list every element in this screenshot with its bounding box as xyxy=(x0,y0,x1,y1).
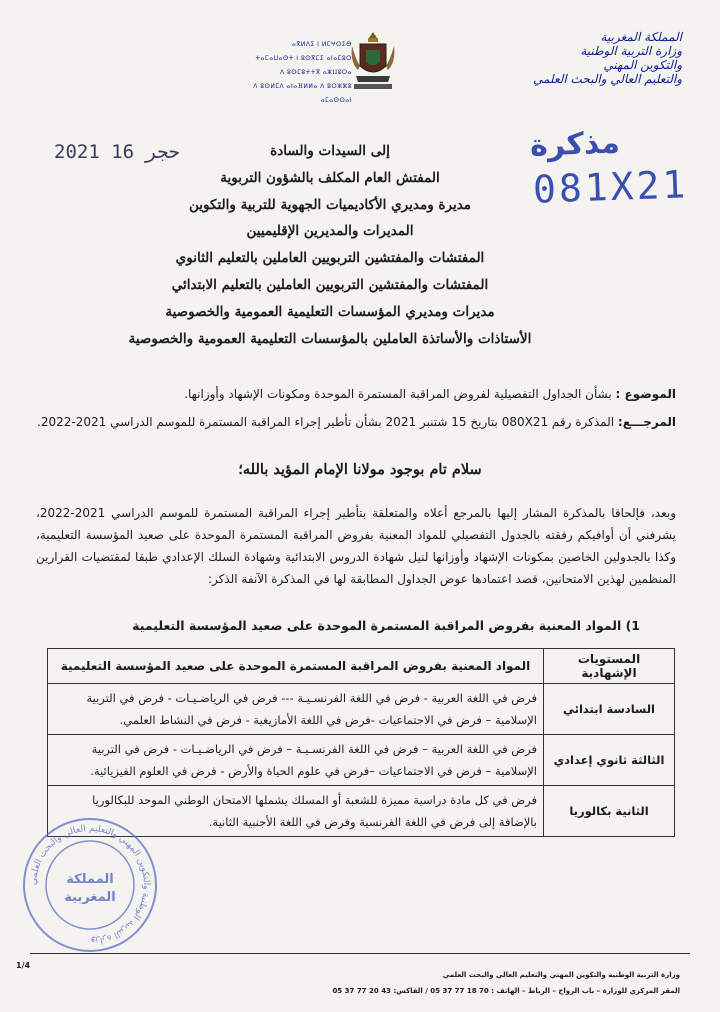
ministry-line: والتعليم العالي والبحث العلمي xyxy=(533,72,682,86)
addressee-line: المديرات والمديرين الإقليميين xyxy=(246,223,414,240)
table-row xyxy=(48,735,675,786)
tifinagh-line: ⴷ ⵓⵙⵎⵓⵜⵜⴳ ⴰⵣⵡⵓⵔⴰ xyxy=(280,69,352,76)
table-header-subjects: المواد المعنية بفروض المراقبة المستمرة الموحدة على صعيد المؤسسة التعليمية xyxy=(48,649,544,684)
addressee-line: الأستاذات والأساتذة العاملين بالمؤسسات التعليمية العمومية والخصوصية xyxy=(128,330,532,347)
greeting: سلام تام بوجود مولانا الإمام المؤيد بالله؛ xyxy=(238,461,482,478)
footer-line: وزارة التربية الوطنية والتكوين المهني والتعليم العالي والبحث العلمي xyxy=(442,971,680,979)
subject-line xyxy=(36,385,676,403)
footer-address xyxy=(160,967,680,999)
page-number: 1/4 xyxy=(16,961,31,970)
reference-text: المذكرة رقم 080X21 بتاريخ 15 شتنبر 2021 بشأن تأطير إجراء المراقبة المستمرة للموسم الدراسي 2021-2022. xyxy=(37,415,615,429)
footer-line: المقر المركزي للوزارة – باب الرواح – الرباط – الهاتف : 70 18 77 37 05 / الفاكس: 43 20 77 37 05 xyxy=(332,987,680,995)
addressee-line: المفتشات والمفتشين التربويين العاملين بالتعليم الثانوي xyxy=(175,250,485,267)
tifinagh-line: ⴰⴳⵍⴷⵉ ⵏ ⵍⵎⵖⵔⵉⴱ xyxy=(291,41,352,48)
ministry-line: المملكة المغربية xyxy=(600,30,682,44)
ministry-header-tifinagh xyxy=(232,38,352,108)
reference-line xyxy=(36,413,676,431)
memo-number: 081X21 xyxy=(532,162,690,212)
subject-label: الموضوع : xyxy=(615,387,676,401)
section-title: 1) المواد المعنية بفروض المراقبة المستمرة الموحدة على صعيد المؤسسة التعليمية xyxy=(132,618,640,633)
ministry-stamp xyxy=(20,815,160,955)
addressee-line: مديرات ومديري المؤسسات التعليمية العمومية والخصوصية xyxy=(165,303,495,320)
stamp-ring-text: وزارة التربية الوطنية والتكوين المهني والتعليم العالي والبحث العلمي xyxy=(28,823,152,947)
addressee-line: إلى السيدات والسادة xyxy=(270,143,390,159)
exams-cell: فرض في كل مادة دراسية مميزة للشعبة أو المسلك يشملها الامتحان الوطني الموحد للبكالوريا بالإضافة إلى فرض في اللغة الفرنسية وفرض في اللغة الأجنبية الثانية. xyxy=(48,786,544,837)
ministry-line: والتكوين المهني xyxy=(603,58,682,72)
level-cell: السادسة ابتدائي xyxy=(544,684,675,735)
exams-cell: فرض في اللغة العربية – فرض في اللغة الفرنسـيـة – فرض في الرياضـيـات - فرض في التربية الإسلامية – فرض في الاجتماعيات –فرض في علوم الحياة والأرض - فرض في العلوم الفيزيائية. xyxy=(48,735,544,786)
addressees-block xyxy=(90,138,570,352)
tifinagh-line: ⵜⴰⵎⴰⵡⴰⵙⵜ ⵏ ⵓⵙⴳⵎⵉ ⴰⵏⴰⵎⵓⵔ xyxy=(255,55,352,62)
level-cell: الثانية بكالوريا xyxy=(544,786,675,837)
stamp-center-line: المغربية xyxy=(64,890,116,905)
reference-label: المرجـــع: xyxy=(617,415,676,429)
ministry-header-arabic xyxy=(502,30,682,86)
addressee-line: مديرة ومديري الأكاديميات الجهوية للتربية والتكوين xyxy=(188,196,472,213)
level-cell: الثالثة ثانوي إعدادي xyxy=(544,735,675,786)
addressee-line: المفتش العام المكلف بالشؤون التربوية xyxy=(220,169,440,186)
tifinagh-line: ⴷ ⵓⵙⵍⵎⴷ ⴰⵏⴰⴼⵍⵍⴰ ⴷ ⵓⵔⵣⵣⵓ ⴰⵎⴰⵙⵙⴰⵏ xyxy=(253,83,352,104)
memo-date: 2021 حجر 16 xyxy=(54,141,180,163)
body-paragraph: وبعد، فإلحاقا بالمذكرة المشار إليها بالمرجع أعلاه والمتعلقة بتأطير إجراء المراقبة المستمرة للموسم الدراسي 2021-2022، يشرفني أن أوافيكم رفقته بالجدول التفصيلي للمواد المعنية بفروض المراقبة المستمرة الموحدة على صعيد المؤسسة التعليمية، وكذا بالجدولين الخاصين بمكونات الإشهاد وأوزانها لنيل شهادة الدروس الابتدائية وشهادة السلك الإعدادي طبقا لمقتضيات القرارين المنظمين لهذين الامتحانين، قصد اعتمادها عوض الجداول المطابقة لها في المذكرة الآنفة الذكر: xyxy=(36,506,676,586)
coat-of-arms-icon xyxy=(348,30,398,92)
table-header-level: المستويات الإشهادية xyxy=(544,649,675,684)
stamp-center-line: المملكة xyxy=(66,872,114,887)
table-header-row xyxy=(48,649,675,684)
addressee-line: المفتشات والمفتشين التربويين العاملين بالتعليم الابتدائي xyxy=(171,276,489,293)
ministry-line: وزارة التربية الوطنية xyxy=(580,44,682,58)
footer-divider xyxy=(30,953,690,954)
subject-text: بشأن الجداول التفصيلية لفروض المراقبة المستمرة الموحدة ومكونات الإشهاد وأوزانها. xyxy=(184,387,612,401)
memo-label: مذكرة xyxy=(529,125,621,164)
exams-cell: فرض في اللغة العربية - فرض في اللغة الفرنسـيـة --- فرض في الرياضـيـات - فرض في التربية الإسلامية – فرض في الاجتماعيات -فرض في اللغة الأمازيغية - فرض في النشاط العلمي. xyxy=(48,684,544,735)
subjects-table xyxy=(47,648,675,837)
table-row xyxy=(48,684,675,735)
